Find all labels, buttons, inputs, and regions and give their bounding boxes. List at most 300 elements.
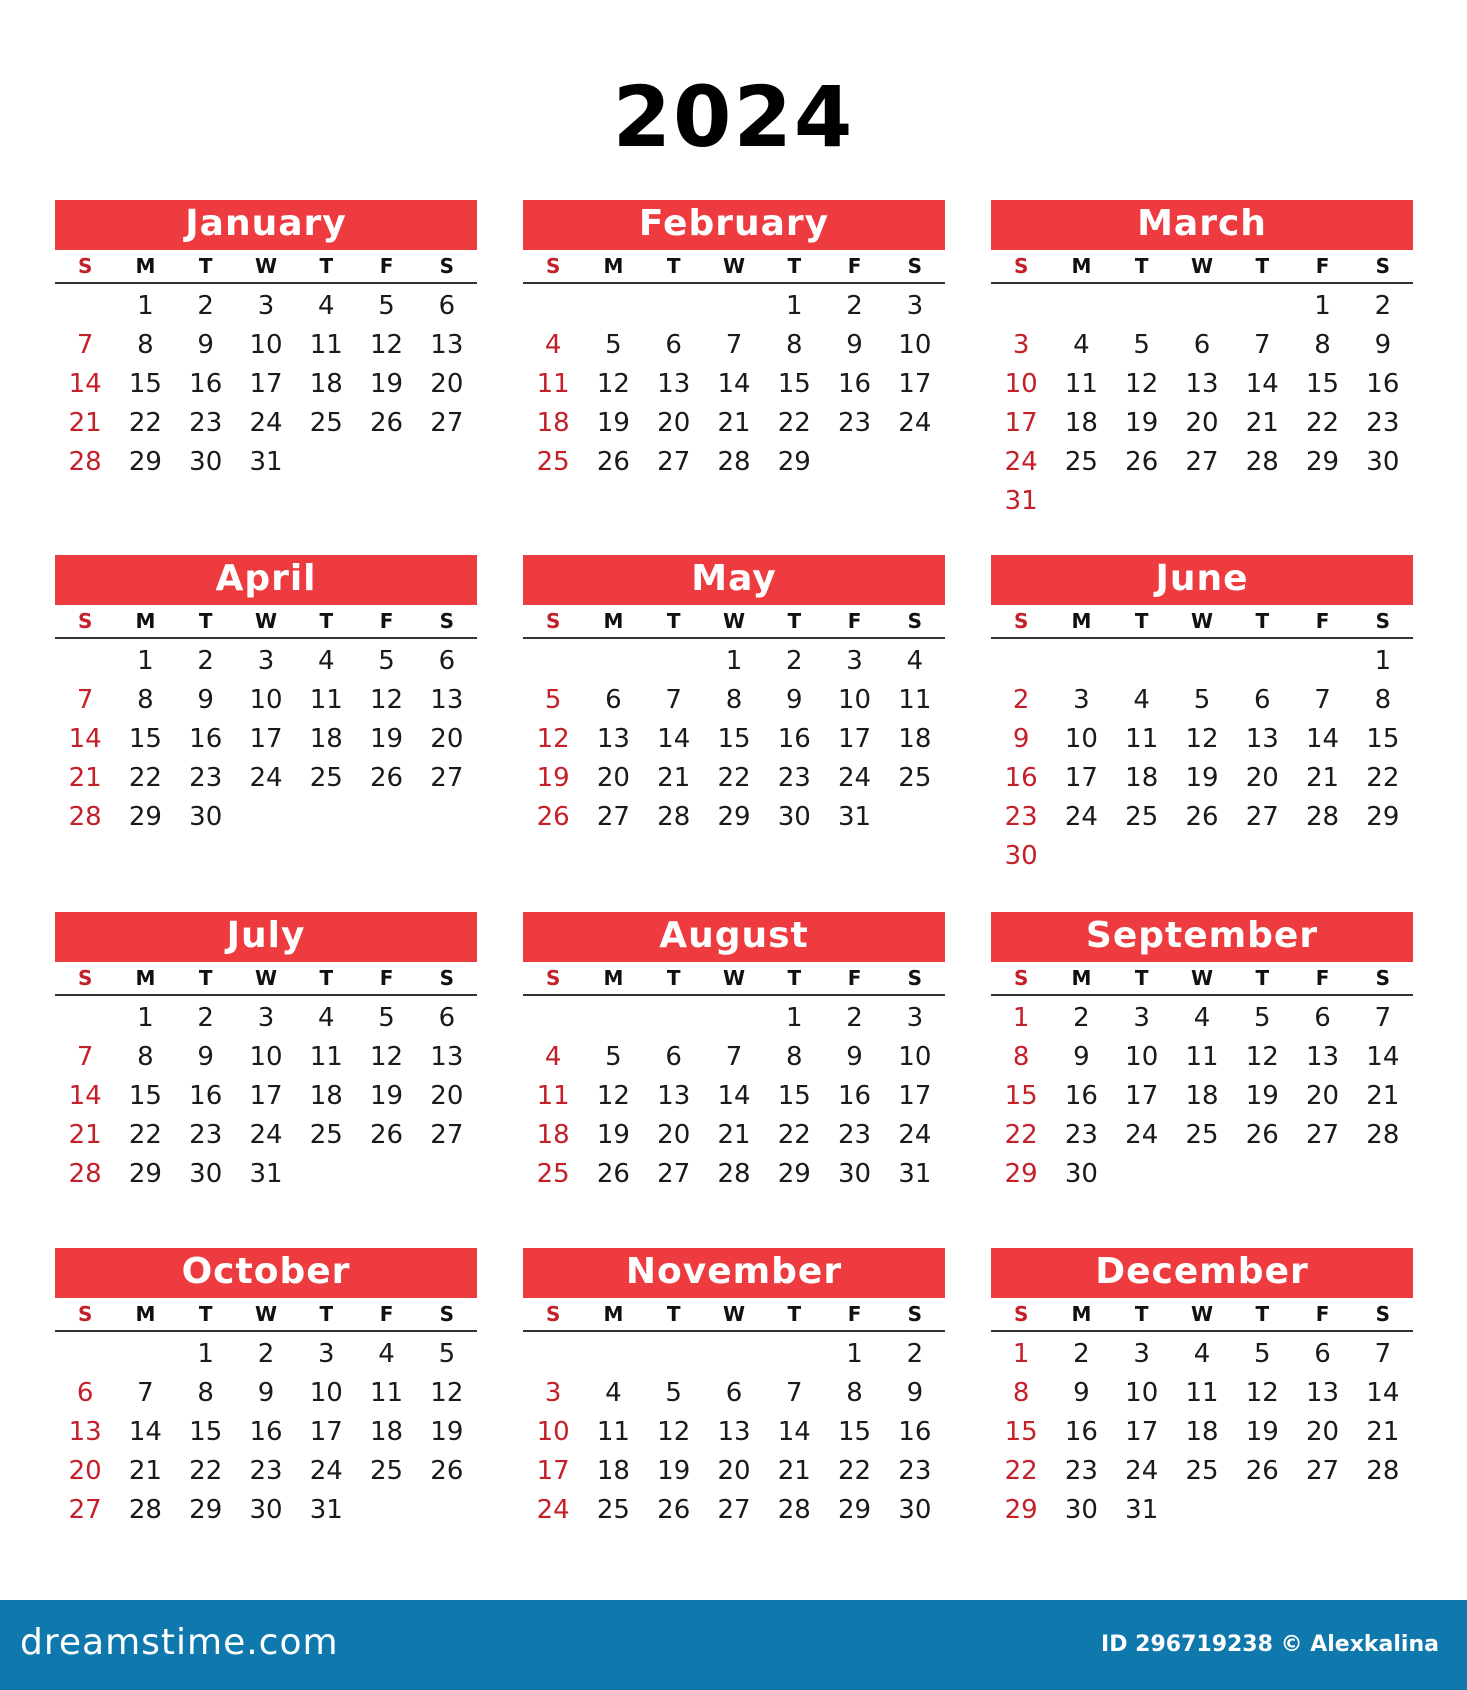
day-cell: 26: [1245, 1120, 1279, 1150]
weekday-label: T: [666, 609, 681, 633]
days-grid: [991, 284, 1413, 521]
month-november: [523, 1248, 945, 1530]
weekday-row: [991, 962, 1413, 996]
day-cell: 9: [1073, 1042, 1090, 1072]
day-cell: 19: [370, 369, 404, 399]
weekday-label: T: [319, 966, 334, 990]
day-cell: 25: [1064, 447, 1098, 477]
day-cell: 25: [309, 408, 343, 438]
day-cell: 23: [1004, 802, 1038, 832]
day-cell: 25: [536, 447, 570, 477]
day-cell: 19: [370, 724, 404, 754]
day-cell: 25: [596, 1495, 630, 1525]
day-cell: 18: [596, 1456, 630, 1486]
day-cell: 23: [898, 1456, 932, 1486]
day-cell: 11: [596, 1417, 630, 1447]
day-cell: 4: [1193, 1339, 1211, 1369]
day-cell: 8: [137, 685, 154, 715]
day-cell: 20: [68, 1456, 102, 1486]
day-cell: 19: [1245, 1081, 1279, 1111]
day-cell: 17: [249, 724, 283, 754]
day-cell: 27: [596, 802, 630, 832]
day-cell: 24: [1125, 1456, 1159, 1486]
day-cell: 26: [430, 1456, 464, 1486]
day-cell: 22: [128, 763, 162, 793]
day-cell: 6: [605, 685, 622, 715]
day-cell: 29: [838, 1495, 872, 1525]
day-cell: 18: [309, 1081, 343, 1111]
day-cell: 17: [1125, 1081, 1159, 1111]
day-cell: 14: [717, 1081, 751, 1111]
day-blank: [1112, 287, 1172, 326]
day-cell: 22: [1306, 408, 1340, 438]
day-cell: 26: [370, 1120, 404, 1150]
day-cell: 29: [717, 802, 751, 832]
day-cell: 8: [786, 330, 803, 360]
day-cell: 25: [1125, 802, 1159, 832]
day-blank: [55, 642, 115, 681]
weekday-label: S: [1013, 609, 1029, 633]
day-cell: 30: [898, 1495, 932, 1525]
day-cell: 24: [898, 408, 932, 438]
day-blank: [523, 1335, 583, 1374]
day-cell: 13: [596, 724, 630, 754]
month-march: [991, 200, 1413, 521]
weekday-label: T: [1255, 966, 1270, 990]
day-cell: 7: [137, 1378, 154, 1408]
day-cell: 26: [1185, 802, 1219, 832]
days-grid: [523, 284, 945, 482]
day-cell: 28: [777, 1495, 811, 1525]
day-cell: 13: [1245, 724, 1279, 754]
day-cell: 7: [1374, 1003, 1392, 1033]
day-cell: 30: [189, 447, 223, 477]
weekday-label: T: [787, 254, 802, 278]
day-cell: 8: [1374, 685, 1392, 715]
month-december: [991, 1248, 1413, 1530]
day-cell: 7: [1314, 685, 1331, 715]
day-cell: 23: [777, 763, 811, 793]
day-cell: 2: [786, 646, 803, 676]
weekday-row: [523, 1298, 945, 1332]
month-february: [523, 200, 945, 482]
weekday-label: S: [77, 1302, 93, 1326]
day-cell: 26: [596, 1159, 630, 1189]
day-cell: 30: [777, 802, 811, 832]
weekday-label: W: [254, 1302, 278, 1326]
days-grid: [523, 639, 945, 837]
day-cell: 3: [1073, 685, 1090, 715]
day-cell: 28: [1306, 802, 1340, 832]
day-cell: 30: [189, 1159, 223, 1189]
days-grid: [523, 996, 945, 1194]
day-cell: 29: [1306, 447, 1340, 477]
weekday-label: M: [1071, 609, 1092, 633]
day-blank: [55, 999, 115, 1038]
weekday-label: W: [1190, 1302, 1214, 1326]
day-cell: 22: [777, 408, 811, 438]
day-cell: 23: [249, 1456, 283, 1486]
day-cell: 9: [1374, 330, 1392, 360]
day-cell: 22: [717, 763, 751, 793]
day-cell: 17: [309, 1417, 343, 1447]
day-cell: 6: [438, 291, 456, 321]
weekday-label: M: [603, 254, 624, 278]
day-cell: 22: [777, 1120, 811, 1150]
day-cell: 31: [249, 447, 283, 477]
weekday-row: [991, 250, 1413, 284]
day-cell: 17: [1125, 1417, 1159, 1447]
day-cell: 3: [257, 1003, 275, 1033]
day-cell: 21: [1366, 1417, 1400, 1447]
day-cell: 6: [725, 1378, 743, 1408]
day-cell: 6: [665, 330, 682, 360]
day-cell: 21: [68, 763, 102, 793]
day-cell: 28: [657, 802, 691, 832]
day-cell: 31: [249, 1159, 283, 1189]
day-cell: 17: [898, 369, 932, 399]
day-cell: 14: [777, 1417, 811, 1447]
day-cell: 18: [1185, 1417, 1219, 1447]
day-cell: 11: [898, 685, 932, 715]
day-cell: 17: [249, 369, 283, 399]
weekday-label: T: [787, 1302, 802, 1326]
day-cell: 11: [536, 1081, 570, 1111]
day-cell: 28: [1245, 447, 1279, 477]
day-cell: 13: [430, 330, 464, 360]
day-cell: 3: [846, 646, 863, 676]
day-cell: 12: [370, 330, 404, 360]
day-cell: 12: [657, 1417, 691, 1447]
weekday-label: S: [77, 609, 93, 633]
day-cell: 14: [68, 1081, 102, 1111]
day-cell: 23: [189, 408, 223, 438]
day-blank: [991, 642, 1051, 681]
day-cell: 9: [257, 1378, 275, 1408]
day-cell: 24: [249, 1120, 283, 1150]
day-cell: 1: [725, 646, 743, 676]
day-cell: 1: [137, 1003, 154, 1033]
day-cell: 18: [370, 1417, 404, 1447]
day-cell: 9: [197, 1042, 214, 1072]
day-cell: 20: [596, 763, 630, 793]
weekday-label: F: [847, 966, 862, 990]
day-cell: 16: [838, 369, 872, 399]
day-cell: 4: [605, 1378, 622, 1408]
day-cell: 24: [838, 763, 872, 793]
weekday-label: S: [439, 609, 455, 633]
day-cell: 13: [1306, 1042, 1340, 1072]
day-cell: 12: [370, 1042, 404, 1072]
weekday-label: S: [77, 254, 93, 278]
day-cell: 1: [786, 291, 803, 321]
day-cell: 19: [536, 763, 570, 793]
weekday-label: F: [1315, 966, 1330, 990]
day-cell: 21: [657, 763, 691, 793]
day-cell: 20: [657, 1120, 691, 1150]
day-cell: 25: [1185, 1456, 1219, 1486]
day-cell: 11: [309, 330, 343, 360]
day-blank: [991, 287, 1051, 326]
day-cell: 12: [1125, 369, 1159, 399]
day-cell: 8: [197, 1378, 214, 1408]
day-cell: 22: [189, 1456, 223, 1486]
day-cell: 10: [1125, 1378, 1159, 1408]
day-cell: 17: [1004, 408, 1038, 438]
day-cell: 2: [197, 1003, 214, 1033]
day-cell: 4: [544, 330, 562, 360]
day-cell: 23: [838, 408, 872, 438]
day-cell: 10: [838, 685, 872, 715]
day-cell: 12: [596, 369, 630, 399]
day-cell: 4: [1133, 685, 1150, 715]
day-cell: 20: [1245, 763, 1279, 793]
day-cell: 19: [1185, 763, 1219, 793]
day-cell: 9: [1012, 724, 1030, 754]
day-cell: 1: [137, 646, 154, 676]
day-blank: [644, 642, 704, 681]
day-cell: 21: [777, 1456, 811, 1486]
day-cell: 12: [596, 1081, 630, 1111]
day-cell: 5: [378, 646, 395, 676]
day-cell: 27: [1306, 1120, 1340, 1150]
day-cell: 28: [717, 447, 751, 477]
days-grid: [55, 1332, 477, 1530]
weekday-label: F: [847, 1302, 862, 1326]
day-cell: 18: [1064, 408, 1098, 438]
weekday-label: F: [847, 609, 862, 633]
day-cell: 12: [1245, 1378, 1279, 1408]
day-cell: 29: [1004, 1495, 1038, 1525]
day-cell: 13: [657, 369, 691, 399]
footer-bar: [0, 1600, 1467, 1690]
day-cell: 15: [189, 1417, 223, 1447]
day-cell: 5: [605, 1042, 622, 1072]
day-cell: 28: [717, 1159, 751, 1189]
day-cell: 5: [438, 1339, 456, 1369]
day-blank: [1051, 642, 1111, 681]
day-cell: 12: [370, 685, 404, 715]
day-cell: 10: [1064, 724, 1098, 754]
day-cell: 9: [197, 330, 214, 360]
day-cell: 24: [1125, 1120, 1159, 1150]
day-cell: 13: [657, 1081, 691, 1111]
day-cell: 20: [430, 369, 464, 399]
month-august: [523, 912, 945, 1194]
day-cell: 19: [370, 1081, 404, 1111]
day-cell: 26: [1245, 1456, 1279, 1486]
day-cell: 15: [1004, 1081, 1038, 1111]
day-cell: 4: [906, 646, 924, 676]
weekday-label: T: [319, 254, 334, 278]
day-cell: 19: [596, 1120, 630, 1150]
day-cell: 23: [1064, 1120, 1098, 1150]
month-october: [55, 1248, 477, 1530]
weekday-label: S: [907, 1302, 923, 1326]
day-cell: 13: [1306, 1378, 1340, 1408]
day-cell: 15: [1004, 1417, 1038, 1447]
day-cell: 3: [1133, 1003, 1150, 1033]
weekday-label: T: [1255, 1302, 1270, 1326]
day-cell: 14: [717, 369, 751, 399]
day-cell: 15: [777, 1081, 811, 1111]
day-cell: 5: [605, 330, 622, 360]
day-cell: 17: [898, 1081, 932, 1111]
day-cell: 15: [1306, 369, 1340, 399]
day-cell: 20: [1306, 1417, 1340, 1447]
day-cell: 13: [717, 1417, 751, 1447]
month-june: [991, 555, 1413, 876]
weekday-label: M: [135, 254, 156, 278]
weekday-row: [55, 1298, 477, 1332]
day-cell: 7: [725, 330, 743, 360]
day-cell: 25: [309, 763, 343, 793]
day-cell: 3: [1012, 330, 1030, 360]
day-cell: 16: [777, 724, 811, 754]
day-cell: 18: [309, 724, 343, 754]
weekday-row: [55, 962, 477, 996]
weekday-label: S: [77, 966, 93, 990]
day-cell: 16: [1064, 1081, 1098, 1111]
day-cell: 1: [846, 1339, 863, 1369]
day-blank: [1112, 642, 1172, 681]
weekday-label: M: [603, 966, 624, 990]
weekday-label: S: [545, 609, 561, 633]
day-cell: 18: [536, 1120, 570, 1150]
day-cell: 28: [1366, 1120, 1400, 1150]
days-grid: [991, 639, 1413, 876]
weekday-label: T: [319, 609, 334, 633]
day-cell: 24: [249, 763, 283, 793]
day-cell: 3: [906, 1003, 924, 1033]
weekday-label: W: [254, 966, 278, 990]
day-cell: 30: [1366, 447, 1400, 477]
day-cell: 19: [1125, 408, 1159, 438]
day-cell: 12: [430, 1378, 464, 1408]
day-cell: 31: [309, 1495, 343, 1525]
day-blank: [523, 642, 583, 681]
weekday-label: S: [1013, 254, 1029, 278]
day-cell: 11: [309, 685, 343, 715]
day-cell: 27: [1245, 802, 1279, 832]
day-cell: 11: [536, 369, 570, 399]
day-cell: 19: [1245, 1417, 1279, 1447]
day-cell: 30: [1004, 841, 1038, 871]
weekday-label: W: [722, 966, 746, 990]
month-header: November: [523, 1248, 945, 1298]
weekday-label: S: [545, 1302, 561, 1326]
day-cell: 9: [846, 1042, 863, 1072]
day-cell: 6: [438, 1003, 456, 1033]
day-cell: 25: [536, 1159, 570, 1189]
day-cell: 10: [1125, 1042, 1159, 1072]
day-cell: 21: [68, 408, 102, 438]
day-cell: 21: [68, 1120, 102, 1150]
day-cell: 2: [846, 291, 863, 321]
day-blank: [1232, 287, 1292, 326]
day-cell: 21: [128, 1456, 162, 1486]
day-cell: 29: [128, 1159, 162, 1189]
day-cell: 8: [1012, 1378, 1030, 1408]
day-cell: 6: [1314, 1339, 1331, 1369]
day-cell: 11: [309, 1042, 343, 1072]
day-cell: 22: [1004, 1456, 1038, 1486]
weekday-row: [55, 605, 477, 639]
weekday-row: [523, 250, 945, 284]
days-grid: [55, 639, 477, 837]
day-cell: 6: [76, 1378, 94, 1408]
day-cell: 16: [189, 369, 223, 399]
day-blank: [55, 287, 115, 326]
day-blank: [115, 1335, 175, 1374]
day-cell: 2: [197, 291, 214, 321]
day-cell: 3: [1133, 1339, 1150, 1369]
weekday-label: W: [1190, 966, 1214, 990]
day-cell: 22: [128, 408, 162, 438]
day-cell: 17: [1064, 763, 1098, 793]
day-cell: 14: [1366, 1378, 1400, 1408]
day-cell: 11: [370, 1378, 404, 1408]
month-header: March: [991, 200, 1413, 250]
day-cell: 19: [430, 1417, 464, 1447]
day-cell: 20: [430, 724, 464, 754]
day-cell: 3: [318, 1339, 335, 1369]
weekday-label: W: [254, 609, 278, 633]
day-cell: 4: [544, 1042, 562, 1072]
weekday-label: F: [379, 609, 394, 633]
weekday-label: M: [135, 609, 156, 633]
weekday-label: T: [1134, 1302, 1149, 1326]
weekday-label: S: [545, 966, 561, 990]
day-cell: 29: [189, 1495, 223, 1525]
day-blank: [523, 287, 583, 326]
weekday-row: [991, 1298, 1413, 1332]
day-cell: 8: [846, 1378, 863, 1408]
day-cell: 4: [1193, 1003, 1211, 1033]
day-cell: 7: [786, 1378, 803, 1408]
day-cell: 4: [318, 646, 335, 676]
day-cell: 11: [1064, 369, 1098, 399]
day-cell: 24: [536, 1495, 570, 1525]
day-blank: [704, 999, 764, 1038]
day-cell: 13: [430, 1042, 464, 1072]
day-cell: 27: [717, 1495, 751, 1525]
day-blank: [583, 287, 643, 326]
weekday-label: T: [666, 966, 681, 990]
day-cell: 13: [68, 1417, 102, 1447]
day-cell: 7: [1374, 1339, 1392, 1369]
day-cell: 5: [1254, 1339, 1271, 1369]
day-blank: [644, 1335, 704, 1374]
day-cell: 17: [249, 1081, 283, 1111]
weekday-label: S: [1013, 966, 1029, 990]
day-cell: 25: [370, 1456, 404, 1486]
day-cell: 14: [1366, 1042, 1400, 1072]
day-cell: 9: [1073, 1378, 1090, 1408]
day-blank: [55, 1335, 115, 1374]
day-cell: 29: [1366, 802, 1400, 832]
day-cell: 7: [725, 1042, 743, 1072]
day-cell: 8: [725, 685, 743, 715]
day-cell: 28: [68, 1159, 102, 1189]
day-cell: 26: [536, 802, 570, 832]
weekday-label: F: [379, 1302, 394, 1326]
day-cell: 1: [1314, 291, 1331, 321]
day-cell: 24: [309, 1456, 343, 1486]
day-cell: 21: [1306, 763, 1340, 793]
day-cell: 16: [1064, 1417, 1098, 1447]
day-blank: [764, 1335, 824, 1374]
